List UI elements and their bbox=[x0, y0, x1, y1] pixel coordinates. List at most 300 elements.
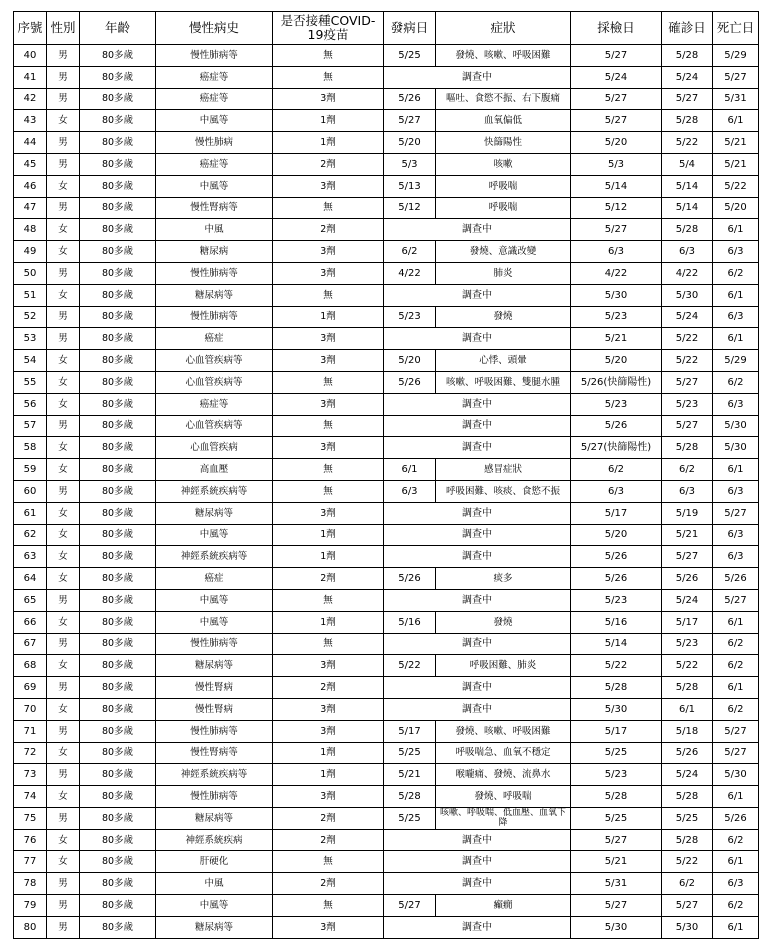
cell-death-date: 5/27 bbox=[713, 66, 759, 88]
cell-age: 80多歲 bbox=[80, 916, 156, 938]
cell-sex: 男 bbox=[47, 328, 80, 350]
cell-chronic-history: 糖尿病等 bbox=[156, 807, 273, 829]
cell-symptoms: 呼吸喘 bbox=[436, 175, 571, 197]
cell-death-date: 6/1 bbox=[713, 219, 759, 241]
cell-test-date: 5/31 bbox=[571, 873, 662, 895]
cell-symptoms: 發燒、呼吸喘 bbox=[436, 786, 571, 808]
cell-serial: 63 bbox=[14, 546, 47, 568]
cell-onset-date: 5/16 bbox=[384, 611, 436, 633]
cell-confirm-date: 5/22 bbox=[662, 655, 713, 677]
cell-symptoms: 痰多 bbox=[436, 568, 571, 590]
cell-chronic-history: 癌症等 bbox=[156, 88, 273, 110]
cell-age: 80多歲 bbox=[80, 502, 156, 524]
header-age: 年齡 bbox=[80, 12, 156, 45]
cell-onset-date: 5/26 bbox=[384, 568, 436, 590]
cell-chronic-history: 癌症等 bbox=[156, 393, 273, 415]
cell-test-date: 6/3 bbox=[571, 480, 662, 502]
table-row bbox=[14, 459, 759, 481]
cell-onset-date: 調查中 bbox=[384, 437, 571, 459]
cell-age: 80多歲 bbox=[80, 480, 156, 502]
cell-vaccinated: 2劑 bbox=[273, 873, 384, 895]
cell-chronic-history: 心血管疾病等 bbox=[156, 371, 273, 393]
cell-death-date: 5/27 bbox=[713, 502, 759, 524]
cell-sex: 女 bbox=[47, 851, 80, 873]
cell-serial: 41 bbox=[14, 66, 47, 88]
cell-age: 80多歲 bbox=[80, 633, 156, 655]
cell-sex: 男 bbox=[47, 720, 80, 742]
cell-age: 80多歲 bbox=[80, 241, 156, 263]
cell-symptoms: 嘔吐、食慾不振、右下腹痛 bbox=[436, 88, 571, 110]
cell-vaccinated: 2劑 bbox=[273, 807, 384, 829]
cell-confirm-date: 6/3 bbox=[662, 241, 713, 263]
cell-serial: 78 bbox=[14, 873, 47, 895]
cell-death-date: 6/1 bbox=[713, 110, 759, 132]
cell-sex: 女 bbox=[47, 611, 80, 633]
cell-confirm-date: 5/4 bbox=[662, 153, 713, 175]
cell-confirm-date: 5/28 bbox=[662, 829, 713, 851]
cell-confirm-date: 5/28 bbox=[662, 219, 713, 241]
cell-age: 80多歲 bbox=[80, 677, 156, 699]
cell-symptoms: 肺炎 bbox=[436, 262, 571, 284]
cell-sex: 男 bbox=[47, 589, 80, 611]
cell-confirm-date: 5/27 bbox=[662, 895, 713, 917]
cell-chronic-history: 神經系統疾病等 bbox=[156, 764, 273, 786]
table-row bbox=[14, 219, 759, 241]
cell-confirm-date: 5/28 bbox=[662, 110, 713, 132]
table-row bbox=[14, 895, 759, 917]
header-onset-date: 發病日 bbox=[384, 12, 436, 45]
cell-serial: 62 bbox=[14, 524, 47, 546]
cell-age: 80多歲 bbox=[80, 219, 156, 241]
cell-test-date: 5/23 bbox=[571, 764, 662, 786]
cell-chronic-history: 癌症等 bbox=[156, 66, 273, 88]
cell-test-date: 5/21 bbox=[571, 851, 662, 873]
cell-test-date: 5/26(快篩陽性) bbox=[571, 371, 662, 393]
cell-symptoms: 癲癇 bbox=[436, 895, 571, 917]
cell-sex: 女 bbox=[47, 393, 80, 415]
cell-sex: 男 bbox=[47, 873, 80, 895]
cell-onset-date: 6/2 bbox=[384, 241, 436, 263]
cell-confirm-date: 4/22 bbox=[662, 262, 713, 284]
cell-chronic-history: 慢性肺病等 bbox=[156, 720, 273, 742]
cell-age: 80多歲 bbox=[80, 350, 156, 372]
table-row bbox=[14, 480, 759, 502]
cell-serial: 61 bbox=[14, 502, 47, 524]
cell-test-date: 5/30 bbox=[571, 916, 662, 938]
cell-onset-date: 5/25 bbox=[384, 742, 436, 764]
cell-onset-date: 5/20 bbox=[384, 350, 436, 372]
cell-chronic-history: 神經系統疾病等 bbox=[156, 546, 273, 568]
cell-sex: 男 bbox=[47, 262, 80, 284]
cell-chronic-history: 中風等 bbox=[156, 110, 273, 132]
table-row bbox=[14, 524, 759, 546]
cell-sex: 女 bbox=[47, 459, 80, 481]
cell-age: 80多歲 bbox=[80, 132, 156, 154]
cell-onset-date: 調查中 bbox=[384, 916, 571, 938]
cell-onset-date: 5/27 bbox=[384, 110, 436, 132]
cell-test-date: 5/27 bbox=[571, 45, 662, 67]
cell-onset-date: 5/26 bbox=[384, 371, 436, 393]
cell-sex: 男 bbox=[47, 480, 80, 502]
cell-confirm-date: 5/24 bbox=[662, 66, 713, 88]
table-row bbox=[14, 197, 759, 219]
cell-death-date: 6/3 bbox=[713, 524, 759, 546]
cell-serial: 52 bbox=[14, 306, 47, 328]
cell-confirm-date: 5/26 bbox=[662, 742, 713, 764]
cell-serial: 68 bbox=[14, 655, 47, 677]
cell-test-date: 5/23 bbox=[571, 589, 662, 611]
cell-death-date: 6/3 bbox=[713, 393, 759, 415]
cell-onset-date: 5/21 bbox=[384, 764, 436, 786]
cell-test-date: 5/22 bbox=[571, 655, 662, 677]
cell-vaccinated: 3劑 bbox=[273, 175, 384, 197]
cell-vaccinated: 2劑 bbox=[273, 829, 384, 851]
cell-test-date: 5/16 bbox=[571, 611, 662, 633]
cell-confirm-date: 5/27 bbox=[662, 546, 713, 568]
table-row bbox=[14, 371, 759, 393]
cell-age: 80多歲 bbox=[80, 829, 156, 851]
cell-test-date: 5/27 bbox=[571, 219, 662, 241]
cell-onset-date: 5/28 bbox=[384, 786, 436, 808]
cell-test-date: 5/21 bbox=[571, 328, 662, 350]
cell-chronic-history: 神經系統疾病 bbox=[156, 829, 273, 851]
cell-vaccinated: 無 bbox=[273, 459, 384, 481]
cell-test-date: 6/2 bbox=[571, 459, 662, 481]
cell-test-date: 5/23 bbox=[571, 306, 662, 328]
cell-onset-date: 調查中 bbox=[384, 851, 571, 873]
cell-test-date: 5/23 bbox=[571, 393, 662, 415]
cell-vaccinated: 3劑 bbox=[273, 502, 384, 524]
cell-death-date: 6/1 bbox=[713, 459, 759, 481]
cell-onset-date: 調查中 bbox=[384, 873, 571, 895]
cell-chronic-history: 慢性肺病等 bbox=[156, 633, 273, 655]
cell-vaccinated: 1劑 bbox=[273, 546, 384, 568]
cell-confirm-date: 5/22 bbox=[662, 851, 713, 873]
cell-sex: 男 bbox=[47, 677, 80, 699]
table-row bbox=[14, 764, 759, 786]
cell-onset-date: 5/13 bbox=[384, 175, 436, 197]
cell-confirm-date: 5/30 bbox=[662, 284, 713, 306]
cell-onset-date: 調查中 bbox=[384, 502, 571, 524]
cell-confirm-date: 5/24 bbox=[662, 306, 713, 328]
table-row bbox=[14, 45, 759, 67]
cell-serial: 60 bbox=[14, 480, 47, 502]
table-row bbox=[14, 720, 759, 742]
cell-onset-date: 6/3 bbox=[384, 480, 436, 502]
cell-age: 80多歲 bbox=[80, 262, 156, 284]
cell-age: 80多歲 bbox=[80, 786, 156, 808]
cell-sex: 男 bbox=[47, 895, 80, 917]
cell-vaccinated: 3劑 bbox=[273, 437, 384, 459]
cell-sex: 男 bbox=[47, 306, 80, 328]
cell-death-date: 6/1 bbox=[713, 677, 759, 699]
table-row bbox=[14, 807, 759, 829]
cell-vaccinated: 無 bbox=[273, 66, 384, 88]
cell-symptoms: 發燒、意識改變 bbox=[436, 241, 571, 263]
cell-symptoms: 咳嗽 bbox=[436, 153, 571, 175]
cell-death-date: 5/27 bbox=[713, 742, 759, 764]
cell-onset-date: 調查中 bbox=[384, 677, 571, 699]
cell-sex: 男 bbox=[47, 132, 80, 154]
cell-serial: 40 bbox=[14, 45, 47, 67]
cell-vaccinated: 無 bbox=[273, 633, 384, 655]
cell-death-date: 6/1 bbox=[713, 916, 759, 938]
cell-onset-date: 5/22 bbox=[384, 655, 436, 677]
cell-serial: 53 bbox=[14, 328, 47, 350]
table-row bbox=[14, 132, 759, 154]
cell-sex: 女 bbox=[47, 786, 80, 808]
cell-vaccinated: 3劑 bbox=[273, 241, 384, 263]
cell-chronic-history: 中風 bbox=[156, 873, 273, 895]
cell-symptoms: 發燒、咳嗽、呼吸困難 bbox=[436, 45, 571, 67]
cell-age: 80多歲 bbox=[80, 45, 156, 67]
cell-death-date: 5/27 bbox=[713, 720, 759, 742]
cell-serial: 67 bbox=[14, 633, 47, 655]
cell-confirm-date: 5/19 bbox=[662, 502, 713, 524]
cell-test-date: 5/27(快篩陽性) bbox=[571, 437, 662, 459]
cell-sex: 女 bbox=[47, 371, 80, 393]
cell-vaccinated: 無 bbox=[273, 415, 384, 437]
cell-serial: 55 bbox=[14, 371, 47, 393]
cell-onset-date: 5/26 bbox=[384, 88, 436, 110]
table-row bbox=[14, 284, 759, 306]
cell-chronic-history: 糖尿病 bbox=[156, 241, 273, 263]
cell-age: 80多歲 bbox=[80, 655, 156, 677]
cell-confirm-date: 6/1 bbox=[662, 698, 713, 720]
cell-age: 80多歲 bbox=[80, 88, 156, 110]
table-row bbox=[14, 873, 759, 895]
cell-serial: 77 bbox=[14, 851, 47, 873]
cell-serial: 51 bbox=[14, 284, 47, 306]
cell-confirm-date: 5/28 bbox=[662, 45, 713, 67]
cell-confirm-date: 5/23 bbox=[662, 633, 713, 655]
cell-serial: 56 bbox=[14, 393, 47, 415]
header-serial: 序號 bbox=[14, 12, 47, 45]
cell-symptoms: 快篩陽性 bbox=[436, 132, 571, 154]
cell-symptoms: 咳嗽、呼吸困難、雙腿水腫 bbox=[436, 371, 571, 393]
cell-onset-date: 調查中 bbox=[384, 393, 571, 415]
cell-confirm-date: 5/18 bbox=[662, 720, 713, 742]
cell-serial: 44 bbox=[14, 132, 47, 154]
cell-age: 80多歲 bbox=[80, 415, 156, 437]
cell-confirm-date: 5/27 bbox=[662, 371, 713, 393]
cell-chronic-history: 中風等 bbox=[156, 611, 273, 633]
cell-serial: 76 bbox=[14, 829, 47, 851]
cell-death-date: 6/3 bbox=[713, 480, 759, 502]
header-vaccinated: 是否接種COVID-19疫苗 bbox=[273, 12, 384, 45]
header-row bbox=[14, 12, 759, 45]
cell-age: 80多歲 bbox=[80, 524, 156, 546]
cell-vaccinated: 3劑 bbox=[273, 262, 384, 284]
table-row bbox=[14, 611, 759, 633]
table-row bbox=[14, 916, 759, 938]
cell-sex: 女 bbox=[47, 568, 80, 590]
cell-sex: 女 bbox=[47, 829, 80, 851]
cell-chronic-history: 慢性腎病等 bbox=[156, 742, 273, 764]
cell-death-date: 5/29 bbox=[713, 45, 759, 67]
cell-test-date: 5/24 bbox=[571, 66, 662, 88]
cell-chronic-history: 中風等 bbox=[156, 589, 273, 611]
cell-test-date: 4/22 bbox=[571, 262, 662, 284]
cell-age: 80多歲 bbox=[80, 437, 156, 459]
cell-sex: 女 bbox=[47, 698, 80, 720]
cell-age: 80多歲 bbox=[80, 175, 156, 197]
cell-chronic-history: 糖尿病等 bbox=[156, 655, 273, 677]
cell-confirm-date: 5/22 bbox=[662, 350, 713, 372]
cell-confirm-date: 5/21 bbox=[662, 524, 713, 546]
cell-age: 80多歲 bbox=[80, 807, 156, 829]
cell-onset-date: 4/22 bbox=[384, 262, 436, 284]
cell-confirm-date: 5/27 bbox=[662, 415, 713, 437]
cell-symptoms: 血氧偏低 bbox=[436, 110, 571, 132]
cell-test-date: 5/17 bbox=[571, 502, 662, 524]
cell-chronic-history: 癌症 bbox=[156, 568, 273, 590]
cell-chronic-history: 慢性肺病等 bbox=[156, 45, 273, 67]
cell-vaccinated: 2劑 bbox=[273, 153, 384, 175]
cell-confirm-date: 5/28 bbox=[662, 437, 713, 459]
cell-age: 80多歲 bbox=[80, 328, 156, 350]
cell-confirm-date: 6/2 bbox=[662, 459, 713, 481]
cell-vaccinated: 無 bbox=[273, 480, 384, 502]
cell-serial: 64 bbox=[14, 568, 47, 590]
cell-onset-date: 調查中 bbox=[384, 328, 571, 350]
cell-vaccinated: 3劑 bbox=[273, 698, 384, 720]
cell-death-date: 6/1 bbox=[713, 786, 759, 808]
cell-vaccinated: 無 bbox=[273, 371, 384, 393]
cell-onset-date: 6/1 bbox=[384, 459, 436, 481]
cell-symptoms: 發燒、咳嗽、呼吸困難 bbox=[436, 720, 571, 742]
cell-sex: 女 bbox=[47, 524, 80, 546]
cell-test-date: 5/17 bbox=[571, 720, 662, 742]
cell-confirm-date: 5/14 bbox=[662, 175, 713, 197]
table-row bbox=[14, 66, 759, 88]
cell-confirm-date: 5/27 bbox=[662, 88, 713, 110]
cell-confirm-date: 5/23 bbox=[662, 393, 713, 415]
cell-death-date: 5/30 bbox=[713, 437, 759, 459]
cell-confirm-date: 6/2 bbox=[662, 873, 713, 895]
cell-age: 80多歲 bbox=[80, 851, 156, 873]
cell-sex: 女 bbox=[47, 502, 80, 524]
cell-test-date: 5/30 bbox=[571, 284, 662, 306]
cell-test-date: 5/3 bbox=[571, 153, 662, 175]
cell-chronic-history: 慢性腎病 bbox=[156, 677, 273, 699]
header-chronic-history: 慢性病史 bbox=[156, 12, 273, 45]
table-row bbox=[14, 829, 759, 851]
cell-age: 80多歲 bbox=[80, 459, 156, 481]
cell-confirm-date: 5/22 bbox=[662, 328, 713, 350]
cell-vaccinated: 1劑 bbox=[273, 110, 384, 132]
cell-test-date: 6/3 bbox=[571, 241, 662, 263]
cell-confirm-date: 6/3 bbox=[662, 480, 713, 502]
table-row bbox=[14, 633, 759, 655]
cell-death-date: 5/29 bbox=[713, 350, 759, 372]
cell-vaccinated: 無 bbox=[273, 197, 384, 219]
cell-death-date: 5/21 bbox=[713, 132, 759, 154]
table-row bbox=[14, 88, 759, 110]
cell-death-date: 6/3 bbox=[713, 241, 759, 263]
cell-chronic-history: 慢性肺病等 bbox=[156, 262, 273, 284]
cell-sex: 女 bbox=[47, 546, 80, 568]
cell-onset-date: 調查中 bbox=[384, 829, 571, 851]
table-row bbox=[14, 742, 759, 764]
cell-onset-date: 5/27 bbox=[384, 895, 436, 917]
cell-sex: 女 bbox=[47, 655, 80, 677]
cell-sex: 男 bbox=[47, 764, 80, 786]
cell-serial: 72 bbox=[14, 742, 47, 764]
cell-death-date: 5/22 bbox=[713, 175, 759, 197]
table-row bbox=[14, 589, 759, 611]
cell-serial: 75 bbox=[14, 807, 47, 829]
cell-death-date: 5/26 bbox=[713, 568, 759, 590]
cell-death-date: 6/2 bbox=[713, 895, 759, 917]
header-death-date: 死亡日 bbox=[713, 12, 759, 45]
header-confirm-date: 確診日 bbox=[662, 12, 713, 45]
cell-chronic-history: 心血管疾病等 bbox=[156, 350, 273, 372]
cell-death-date: 5/27 bbox=[713, 589, 759, 611]
cell-test-date: 5/27 bbox=[571, 110, 662, 132]
table-row bbox=[14, 677, 759, 699]
cell-age: 80多歲 bbox=[80, 698, 156, 720]
cell-death-date: 6/1 bbox=[713, 284, 759, 306]
cell-chronic-history: 中風 bbox=[156, 219, 273, 241]
cell-onset-date: 調查中 bbox=[384, 524, 571, 546]
cell-vaccinated: 1劑 bbox=[273, 764, 384, 786]
cell-death-date: 6/3 bbox=[713, 306, 759, 328]
cell-age: 80多歲 bbox=[80, 393, 156, 415]
cell-sex: 女 bbox=[47, 241, 80, 263]
cell-death-date: 6/1 bbox=[713, 851, 759, 873]
cell-age: 80多歲 bbox=[80, 197, 156, 219]
cell-chronic-history: 心血管疾病 bbox=[156, 437, 273, 459]
cell-symptoms: 心悸、頭暈 bbox=[436, 350, 571, 372]
cell-vaccinated: 2劑 bbox=[273, 568, 384, 590]
cell-vaccinated: 3劑 bbox=[273, 916, 384, 938]
cell-sex: 女 bbox=[47, 175, 80, 197]
cell-vaccinated: 3劑 bbox=[273, 720, 384, 742]
table-row bbox=[14, 786, 759, 808]
cell-age: 80多歲 bbox=[80, 546, 156, 568]
cell-serial: 48 bbox=[14, 219, 47, 241]
table-row bbox=[14, 546, 759, 568]
cell-test-date: 5/20 bbox=[571, 132, 662, 154]
cell-test-date: 5/12 bbox=[571, 197, 662, 219]
cell-onset-date: 5/12 bbox=[384, 197, 436, 219]
cell-vaccinated: 無 bbox=[273, 284, 384, 306]
cell-sex: 男 bbox=[47, 807, 80, 829]
table-row bbox=[14, 175, 759, 197]
cell-symptoms: 呼吸喘 bbox=[436, 197, 571, 219]
cell-confirm-date: 5/24 bbox=[662, 764, 713, 786]
cell-vaccinated: 無 bbox=[273, 851, 384, 873]
cell-chronic-history: 中風等 bbox=[156, 524, 273, 546]
cell-chronic-history: 肝硬化 bbox=[156, 851, 273, 873]
cell-chronic-history: 慢性腎病 bbox=[156, 698, 273, 720]
cell-death-date: 5/26 bbox=[713, 807, 759, 829]
cell-age: 80多歲 bbox=[80, 153, 156, 175]
cell-death-date: 5/21 bbox=[713, 153, 759, 175]
cell-chronic-history: 癌症等 bbox=[156, 153, 273, 175]
table-row bbox=[14, 306, 759, 328]
cell-death-date: 6/2 bbox=[713, 371, 759, 393]
cell-vaccinated: 3劑 bbox=[273, 88, 384, 110]
cell-symptoms: 喉嚨痛、發燒、流鼻水 bbox=[436, 764, 571, 786]
cell-onset-date: 5/17 bbox=[384, 720, 436, 742]
cell-chronic-history: 慢性肺病 bbox=[156, 132, 273, 154]
cell-symptoms: 發燒 bbox=[436, 611, 571, 633]
cell-serial: 69 bbox=[14, 677, 47, 699]
table-row bbox=[14, 393, 759, 415]
cell-sex: 男 bbox=[47, 88, 80, 110]
